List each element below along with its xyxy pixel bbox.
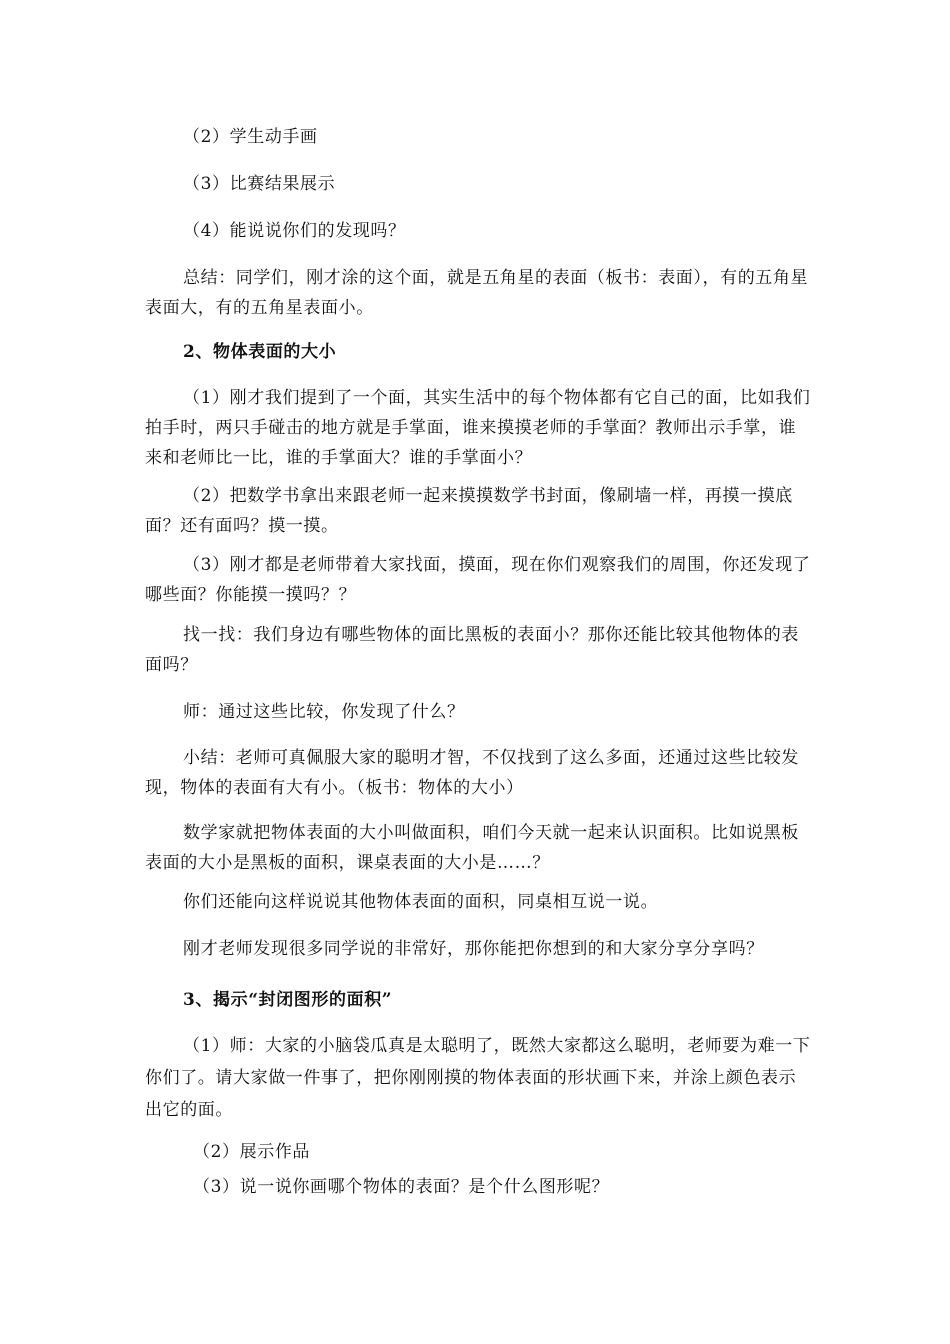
section-heading-surface-size: 2、物体表面的大小 [183,342,337,362]
paragraph-math-book: （2）把数学书拿出来跟老师一起来摸摸数学书封面，像刷墙一样，再摸一摸底面？还有面吗？摸一摸。 [145,486,793,536]
paragraph-mini-summary: 小结：老师可真佩服大家的聪明才智，不仅找到了这么多面，还通过这些比较发现，物体的表面有大有小。（板书：物体的大小） [145,748,799,798]
paragraph-find-surfaces: （3）刚才都是老师带着大家找面，摸面，现在你们观察我们的周围，你还发现了哪些面？你能摸一摸吗？？ [145,555,811,605]
section-heading-closed-shape-area: 3、揭示“封闭图形的面积” [183,990,393,1010]
step-2-student-draw: （2）学生动手画 [183,127,318,147]
paragraph-share: 刚才老师发现很多同学说的非常好，那你能把你想到的和大家分享分享吗？ [183,939,764,959]
summary-paragraph: 总结：同学们，刚才涂的这个面，就是五角星的表面（板书：表面），有的五角星表面大，有的五角星表面小。 [145,268,809,318]
step-3-describe-shape: （3）说一说你画哪个物体的表面？是个什么图形呢？ [193,1177,610,1197]
step-4-discovery-question: （4）能说说你们的发现吗？ [183,221,406,241]
paragraph-area-definition: 数学家就把物体表面的大小叫做面积，咱们今天就一起来认识面积。比如说黑板表面的大小是黑板的面积，课桌表面的大小是……？ [145,823,799,873]
step-3-result-display: （3）比赛结果展示 [183,174,336,194]
paragraph-teacher-question: 师：通过这些比较，你发现了什么？ [183,702,465,722]
step-2-display-works: （2）展示作品 [193,1142,311,1162]
paragraph-compare-blackboard: 找一找：我们身边有哪些物体的面比黑板的表面小？那你还能比较其他物体的表面吗？ [145,625,799,675]
paragraph-deskmate-talk: 你们还能向这样说说其他物体表面的面积，同桌相互说一说。 [183,892,659,912]
paragraph-palm-surface: （1）刚才我们提到了一个面，其实生活中的每个物体都有它自己的面，比如我们拍手时，两只手碰击的地方就是手掌面，谁来摸摸老师的手掌面？教师出示手掌，谁来和老师比一比，谁的手掌面大？谁的手掌面小？ [145,388,811,468]
paragraph-draw-shape-task: （1）师：大家的小脑袋瓜真是太聪明了，既然大家都这么聪明，老师要为难一下你们了。请大家做一件事了，把你刚刚摸的物体表面的形状画下来，并涂上颜色表示出它的面。 [145,1036,811,1120]
